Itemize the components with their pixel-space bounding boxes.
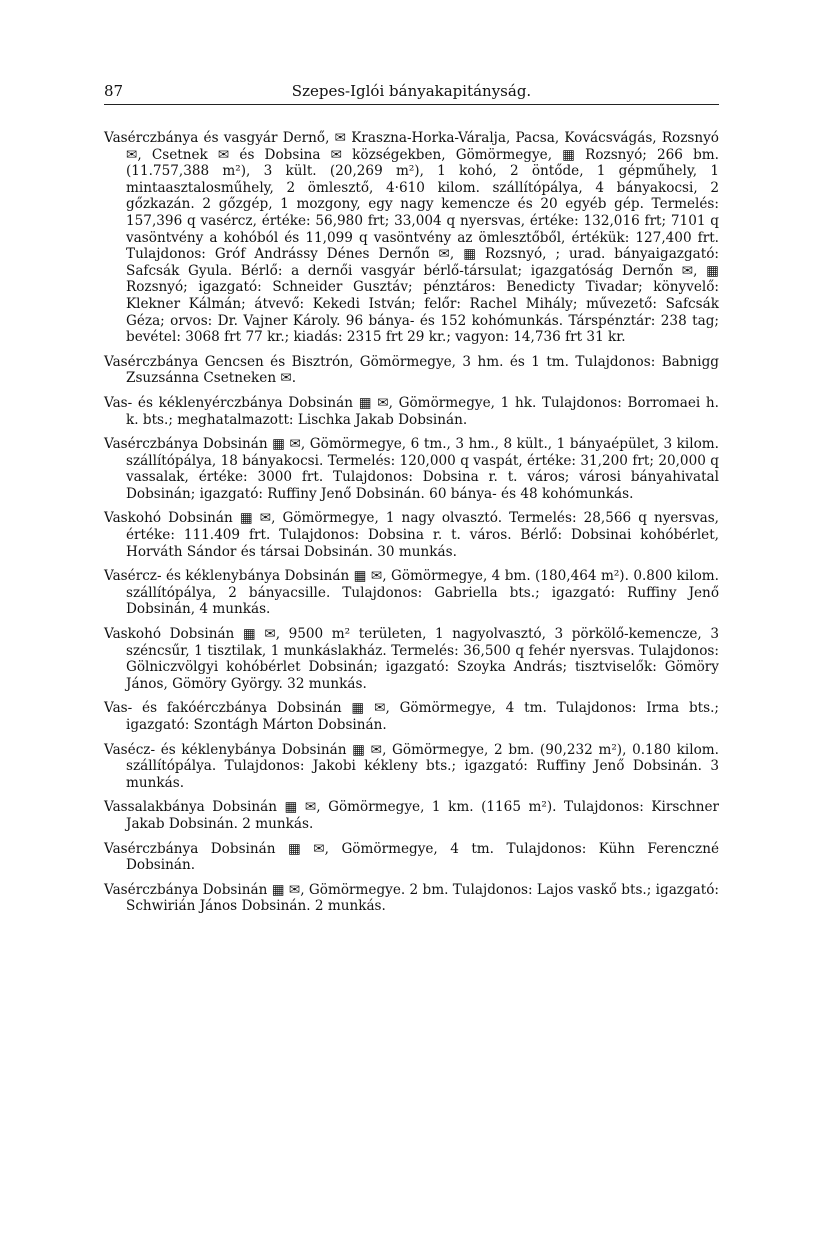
entry-vaskoho-dobsina: Vaskohó Dobsinán ▦ ✉, Gömörmegye, 1 nagy olvasztó. Termelés: 28,566 q nyersvas, értéke: 111.409 frt. Tulajdonos: Dobsina r. t. város. Bérlő: Dobsinai kohóbérlet, Horváth Sándor és társai Dobsinán. 30 munkás. bbox=[104, 510, 719, 560]
entry-jakobi: Vasécz- és kéklenybánya Dobsinán ▦ ✉, Gömörmegye, 2 bm. (90,232 m²), 0.180 kilom. szállítópálya. Tulajdonos: Jakobi kékleny bts.; igazgató: Ruffiny Jenő Dobsinán. 3 munkás. bbox=[104, 741, 719, 791]
page-header bbox=[104, 82, 719, 108]
entry-irma: Vas- és fakóérczbánya Dobsinán ▦ ✉, Gömörmegye, 4 tm. Tulajdonos: Irma bts.; igazgató: Szontágh Márton Dobsinán. bbox=[104, 700, 719, 733]
entry-borromaei: Vas- és kéklenyérczbánya Dobsinán ▦ ✉, Gömörmegye, 1 hk. Tulajdonos: Borromaei h. k. bts.; meghatalmazott: Lischka Jakab Dobsinán. bbox=[104, 394, 719, 428]
running-title: Szepes-Iglói bányakapitányság. bbox=[291, 82, 532, 100]
entry-kuhn: Vasérczbánya Dobsinán ▦ ✉, Gömörmegye, 4 tm. Tulajdonos: Kühn Ferenczné Dobsinán. bbox=[104, 840, 719, 874]
entry-lajos: Vasérczbánya Dobsinán ▦ ✉, Gömörmegye. 2 bm. Tulajdonos: Lajos vaskő bts.; igazgató: Schwirián János Dobsinán. 2 munkás. bbox=[104, 881, 719, 915]
entry-gabriella: Vasércz- és kéklenybánya Dobsinán ▦ ✉, Gömörmegye, 4 bm. (180,464 m²). 0.800 kilom. szállítópálya, 2 bányacsille. Tulajdonos: Gabriella bts.; igazgató: Ruffiny Jenő Dobsinán, 4 munkás. bbox=[104, 568, 719, 618]
header-rule bbox=[104, 104, 719, 105]
entry-kirschner: Vassalakbánya Dobsinán ▦ ✉, Gömörmegye, 1 km. (1165 m²). Tulajdonos: Kirschner Jakab Dobsinán. 2 munkás. bbox=[104, 799, 719, 832]
entry-dobsina-varos: Vasérczbánya Dobsinán ▦ ✉, Gömörmegye, 6 tm., 3 hm., 8 kült., 1 bányaépület, 3 kilom. szállítópálya, 18 bányakocsi. Termelés: 120,000 q vaspát, értéke: 31,200 frt; 20,000 q vassalak, értéke: 3000 frt. Tulajdonos: Dobsina r. t. város; városi bányahivatal Dobsinán; igazgató: Ruffiny Jenő Dobsinán. 60 bánya- és 48 kohómunkás. bbox=[104, 436, 719, 502]
page-number: 87 bbox=[104, 82, 124, 100]
entry-gencs: Vasérczbánya Gencsen és Bisztrón, Gömörmegye, 3 hm. és 1 tm. Tulajdonos: Babnigg Zsuzsánna Csetneken ✉. bbox=[104, 353, 719, 387]
entry-derno: Vasérczbánya és vasgyár Dernő, ✉ Kraszna-Horka-Váralja, Pacsa, Kovácsvágás, Rozsnyó ✉, Csetnek ✉ és Dobsina ✉ községekben, Gömörmegye, ▦ Rozsnyó; 266 bm. (11.757,388 m²), 3 kült. (20,269 m²), 1 kohó, 2 öntőde, 1 gépműhely, 1 mintaasztalosműhely, 2 ömlesztő, 4·610 kilom. szállítópálya, 4 bányakocsi, 2 gőzkazán. 2 gőzgép, 1 mozgony, egy nagy kemencze és 20 egyéb gép. Termelés: 157,396 q vasércz, értéke: 56,980 frt; 33,004 q nyersvas, értéke: 132,016 frt; 7101 q vasöntvény a kohóból és 11,099 q vasöntvény az ömlesztőből, értékük: 127,400 frt. Tulajdonos: Gróf Andrássy Dénes Dernőn ✉, ▦ Rozsnyó, ; urad. bányaigazgató: Safcsák Gyula. Bérlő: a dernői vasgyár bérlő-társulat; igazgatóság Dernőn ✉, ▦ Rozsnyó; igazgató: Schneider Gusztáv; pénztáros: Benedicty Tivadar; könyvelő: Klekner Kálmán; átvevő: Kekedi István; felőr: Rachel Mihály; művezető: Safcsák Géza; orvos: Dr. Vajner Károly. 96 bánya- és 152 kohómunkás. Társpénztár: 238 tag; bevétel: 3068 frt 77 kr.; kiadás: 2315 frt 29 kr.; vagyon: 14,736 frt 31 kr. bbox=[104, 130, 719, 346]
entry-golniczvolgyi: Vaskohó Dobsinán ▦ ✉, 9500 m² területen, 1 nagyolvasztó, 3 pörkölő-kemencze, 3 széncsűr, 1 tisztilak, 1 munkáslakház. Termelés: 36,500 q fehér nyersvas. Tulajdonos: Gölniczvölgyi kohóbérlet Dobsinán; igazgató: Szoyka András; tisztviselők: Gömöry János, Gömöry György. 32 munkás. bbox=[104, 626, 719, 692]
